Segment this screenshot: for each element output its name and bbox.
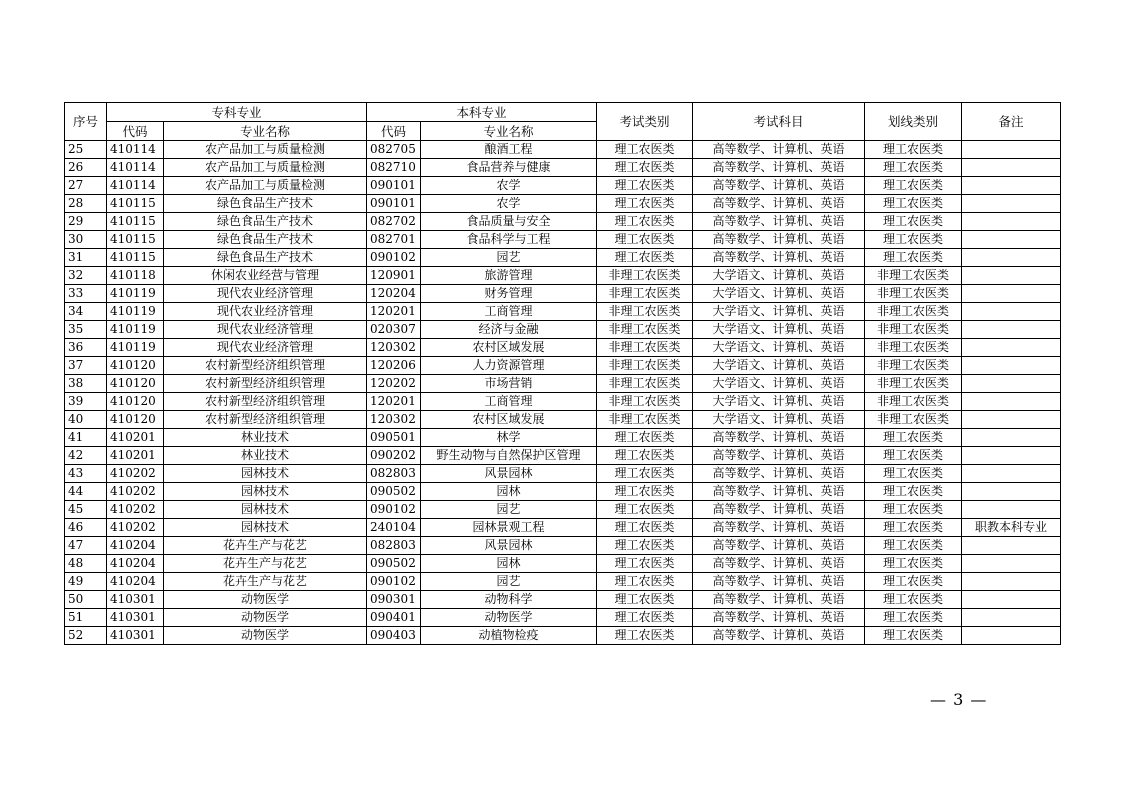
zhuanke-name-cell: 农村新型经济组织管理 xyxy=(164,393,367,411)
zhuanke-code-cell: 410118 xyxy=(107,267,164,285)
benke-code-cell: 090501 xyxy=(367,429,421,447)
exam-subjects-cell: 大学语文、计算机、英语 xyxy=(693,357,865,375)
zhuanke-name-cell: 动物医学 xyxy=(164,591,367,609)
page-number: — 3 — xyxy=(930,690,988,709)
benke-code-cell: 120202 xyxy=(367,375,421,393)
line-type-cell: 理工农医类 xyxy=(865,483,962,501)
exam-type-cell: 理工农医类 xyxy=(597,573,693,591)
note-cell xyxy=(962,357,1061,375)
zhuanke-code-cell: 410114 xyxy=(107,141,164,159)
zhuanke-code-cell: 410119 xyxy=(107,339,164,357)
zhuanke-name-cell: 现代农业经济管理 xyxy=(164,303,367,321)
note-cell xyxy=(962,393,1061,411)
note-cell xyxy=(962,303,1061,321)
exam-type-cell: 理工农医类 xyxy=(597,627,693,645)
zhuanke-code-cell: 410115 xyxy=(107,195,164,213)
line-type-cell: 理工农医类 xyxy=(865,627,962,645)
exam-subjects-cell: 高等数学、计算机、英语 xyxy=(693,627,865,645)
note-cell xyxy=(962,249,1061,267)
zhuanke-code-cell: 410204 xyxy=(107,573,164,591)
zhuanke-name-cell: 绿色食品生产技术 xyxy=(164,195,367,213)
zhuanke-name-cell: 农村新型经济组织管理 xyxy=(164,375,367,393)
note-cell xyxy=(962,231,1061,249)
seq-cell: 52 xyxy=(65,627,107,645)
table-row xyxy=(65,591,1061,609)
zhuanke-name-cell: 园林技术 xyxy=(164,501,367,519)
line-type-cell: 非理工农医类 xyxy=(865,267,962,285)
zhuanke-name-cell: 林业技术 xyxy=(164,447,367,465)
table-row xyxy=(65,537,1061,555)
benke-code-cell: 082702 xyxy=(367,213,421,231)
exam-subjects-cell: 高等数学、计算机、英语 xyxy=(693,141,865,159)
note-cell xyxy=(962,627,1061,645)
note-cell xyxy=(962,213,1061,231)
exam-subjects-cell: 大学语文、计算机、英语 xyxy=(693,411,865,429)
benke-name-cell: 财务管理 xyxy=(421,285,597,303)
seq-cell: 43 xyxy=(65,465,107,483)
exam-subjects-cell: 高等数学、计算机、英语 xyxy=(693,465,865,483)
zhuanke-name-cell: 绿色食品生产技术 xyxy=(164,231,367,249)
zhuanke-name-cell: 农村新型经济组织管理 xyxy=(164,411,367,429)
seq-cell: 40 xyxy=(65,411,107,429)
line-type-cell: 非理工农医类 xyxy=(865,321,962,339)
exam-type-cell: 非理工农医类 xyxy=(597,375,693,393)
zhuanke-code-cell: 410204 xyxy=(107,537,164,555)
exam-type-cell: 非理工农医类 xyxy=(597,339,693,357)
seq-cell: 25 xyxy=(65,141,107,159)
seq-cell: 32 xyxy=(65,267,107,285)
zhuanke-code-cell: 410202 xyxy=(107,483,164,501)
benke-code-cell: 082701 xyxy=(367,231,421,249)
line-type-cell: 理工农医类 xyxy=(865,465,962,483)
benke-name-cell: 农村区域发展 xyxy=(421,339,597,357)
table-row xyxy=(65,285,1061,303)
benke-name-cell: 酿酒工程 xyxy=(421,141,597,159)
zhuanke-code-cell: 410114 xyxy=(107,177,164,195)
benke-code-cell: 082710 xyxy=(367,159,421,177)
zhuanke-code-cell: 410202 xyxy=(107,465,164,483)
zhuanke-code-cell: 410301 xyxy=(107,627,164,645)
seq-cell: 46 xyxy=(65,519,107,537)
exam-subjects-cell: 大学语文、计算机、英语 xyxy=(693,267,865,285)
benke-name-cell: 野生动物与自然保护区管理 xyxy=(421,447,597,465)
note-cell xyxy=(962,591,1061,609)
table-row xyxy=(65,339,1061,357)
table-row xyxy=(65,321,1061,339)
zhuanke-name-cell: 动物医学 xyxy=(164,627,367,645)
table-row xyxy=(65,159,1061,177)
seq-cell: 39 xyxy=(65,393,107,411)
zhuanke-name-cell: 林业技术 xyxy=(164,429,367,447)
seq-cell: 31 xyxy=(65,249,107,267)
table-row xyxy=(65,213,1061,231)
zhuanke-code-cell: 410115 xyxy=(107,249,164,267)
benke-name-cell: 风景园林 xyxy=(421,537,597,555)
benke-code-cell: 120302 xyxy=(367,411,421,429)
exam-subjects-cell: 高等数学、计算机、英语 xyxy=(693,591,865,609)
note-cell xyxy=(962,159,1061,177)
header-line-type: 划线类别 xyxy=(865,103,962,141)
seq-cell: 49 xyxy=(65,573,107,591)
line-type-cell: 理工农医类 xyxy=(865,447,962,465)
zhuanke-code-cell: 410202 xyxy=(107,519,164,537)
zhuanke-code-cell: 410201 xyxy=(107,447,164,465)
zhuanke-code-cell: 410115 xyxy=(107,213,164,231)
note-cell xyxy=(962,339,1061,357)
seq-cell: 50 xyxy=(65,591,107,609)
exam-subjects-cell: 高等数学、计算机、英语 xyxy=(693,429,865,447)
line-type-cell: 理工农医类 xyxy=(865,429,962,447)
benke-code-cell: 090202 xyxy=(367,447,421,465)
benke-code-cell: 082803 xyxy=(367,537,421,555)
exam-subjects-cell: 高等数学、计算机、英语 xyxy=(693,501,865,519)
header-seq: 序号 xyxy=(65,103,107,141)
exam-subjects-cell: 高等数学、计算机、英语 xyxy=(693,159,865,177)
line-type-cell: 理工农医类 xyxy=(865,195,962,213)
benke-code-cell: 090101 xyxy=(367,195,421,213)
exam-subjects-cell: 高等数学、计算机、英语 xyxy=(693,447,865,465)
table-row xyxy=(65,375,1061,393)
exam-type-cell: 非理工农医类 xyxy=(597,357,693,375)
benke-code-cell: 090101 xyxy=(367,177,421,195)
exam-type-cell: 理工农医类 xyxy=(597,213,693,231)
exam-subjects-cell: 高等数学、计算机、英语 xyxy=(693,573,865,591)
zhuanke-name-cell: 现代农业经济管理 xyxy=(164,321,367,339)
seq-cell: 47 xyxy=(65,537,107,555)
seq-cell: 51 xyxy=(65,609,107,627)
zhuanke-code-cell: 410204 xyxy=(107,555,164,573)
seq-cell: 34 xyxy=(65,303,107,321)
line-type-cell: 理工农医类 xyxy=(865,249,962,267)
benke-name-cell: 人力资源管理 xyxy=(421,357,597,375)
line-type-cell: 非理工农医类 xyxy=(865,285,962,303)
line-type-cell: 非理工农医类 xyxy=(865,375,962,393)
exam-type-cell: 非理工农医类 xyxy=(597,321,693,339)
note-cell xyxy=(962,537,1061,555)
benke-code-cell: 020307 xyxy=(367,321,421,339)
header-zhuanke-group: 专科专业 xyxy=(107,103,367,122)
zhuanke-code-cell: 410115 xyxy=(107,231,164,249)
benke-code-cell: 082705 xyxy=(367,141,421,159)
benke-name-cell: 园艺 xyxy=(421,501,597,519)
exam-type-cell: 理工农医类 xyxy=(597,177,693,195)
table-body xyxy=(65,141,1061,645)
zhuanke-name-cell: 园林技术 xyxy=(164,519,367,537)
table-row xyxy=(65,483,1061,501)
benke-name-cell: 动物科学 xyxy=(421,591,597,609)
zhuanke-code-cell: 410120 xyxy=(107,411,164,429)
note-cell xyxy=(962,267,1061,285)
exam-subjects-cell: 大学语文、计算机、英语 xyxy=(693,285,865,303)
zhuanke-name-cell: 现代农业经济管理 xyxy=(164,339,367,357)
seq-cell: 33 xyxy=(65,285,107,303)
benke-code-cell: 120206 xyxy=(367,357,421,375)
note-cell xyxy=(962,501,1061,519)
note-cell xyxy=(962,447,1061,465)
note-cell xyxy=(962,285,1061,303)
note-cell xyxy=(962,573,1061,591)
table-row xyxy=(65,609,1061,627)
benke-code-cell: 090301 xyxy=(367,591,421,609)
exam-subjects-cell: 高等数学、计算机、英语 xyxy=(693,249,865,267)
zhuanke-code-cell: 410119 xyxy=(107,285,164,303)
exam-type-cell: 理工农医类 xyxy=(597,141,693,159)
table-row xyxy=(65,231,1061,249)
line-type-cell: 非理工农医类 xyxy=(865,357,962,375)
benke-code-cell: 120302 xyxy=(367,339,421,357)
zhuanke-code-cell: 410119 xyxy=(107,303,164,321)
table-row xyxy=(65,501,1061,519)
zhuanke-code-cell: 410301 xyxy=(107,591,164,609)
benke-code-cell: 090502 xyxy=(367,483,421,501)
benke-code-cell: 120201 xyxy=(367,303,421,321)
table-row xyxy=(65,411,1061,429)
benke-name-cell: 市场营销 xyxy=(421,375,597,393)
seq-cell: 37 xyxy=(65,357,107,375)
benke-name-cell: 农学 xyxy=(421,177,597,195)
exam-subjects-cell: 高等数学、计算机、英语 xyxy=(693,213,865,231)
zhuanke-name-cell: 农产品加工与质量检测 xyxy=(164,177,367,195)
header-exam-subjects: 考试科目 xyxy=(693,103,865,141)
zhuanke-name-cell: 动物医学 xyxy=(164,609,367,627)
line-type-cell: 非理工农医类 xyxy=(865,303,962,321)
exam-type-cell: 理工农医类 xyxy=(597,555,693,573)
benke-name-cell: 园艺 xyxy=(421,573,597,591)
seq-cell: 30 xyxy=(65,231,107,249)
exam-subjects-cell: 大学语文、计算机、英语 xyxy=(693,393,865,411)
exam-subjects-cell: 高等数学、计算机、英语 xyxy=(693,609,865,627)
exam-type-cell: 理工农医类 xyxy=(597,447,693,465)
line-type-cell: 理工农医类 xyxy=(865,609,962,627)
benke-name-cell: 旅游管理 xyxy=(421,267,597,285)
seq-cell: 28 xyxy=(65,195,107,213)
header-zk-name: 专业名称 xyxy=(164,122,367,141)
exam-type-cell: 理工农医类 xyxy=(597,537,693,555)
exam-subjects-cell: 高等数学、计算机、英语 xyxy=(693,519,865,537)
line-type-cell: 非理工农医类 xyxy=(865,339,962,357)
table-row xyxy=(65,303,1061,321)
zhuanke-name-cell: 农村新型经济组织管理 xyxy=(164,357,367,375)
zhuanke-name-cell: 花卉生产与花艺 xyxy=(164,573,367,591)
benke-name-cell: 食品营养与健康 xyxy=(421,159,597,177)
exam-subjects-cell: 高等数学、计算机、英语 xyxy=(693,537,865,555)
exam-type-cell: 理工农医类 xyxy=(597,501,693,519)
exam-type-cell: 非理工农医类 xyxy=(597,267,693,285)
note-cell xyxy=(962,195,1061,213)
exam-subjects-cell: 高等数学、计算机、英语 xyxy=(693,483,865,501)
line-type-cell: 理工农医类 xyxy=(865,501,962,519)
exam-type-cell: 非理工农医类 xyxy=(597,303,693,321)
benke-code-cell: 082803 xyxy=(367,465,421,483)
header-note: 备注 xyxy=(962,103,1061,141)
exam-subjects-cell: 高等数学、计算机、英语 xyxy=(693,555,865,573)
benke-name-cell: 工商管理 xyxy=(421,303,597,321)
benke-name-cell: 园林 xyxy=(421,483,597,501)
table-row xyxy=(65,393,1061,411)
zhuanke-code-cell: 410120 xyxy=(107,357,164,375)
zhuanke-code-cell: 410202 xyxy=(107,501,164,519)
major-table xyxy=(64,102,1061,645)
seq-cell: 41 xyxy=(65,429,107,447)
line-type-cell: 非理工农医类 xyxy=(865,393,962,411)
header-bk-code: 代码 xyxy=(367,122,421,141)
exam-type-cell: 非理工农医类 xyxy=(597,393,693,411)
seq-cell: 48 xyxy=(65,555,107,573)
exam-subjects-cell: 大学语文、计算机、英语 xyxy=(693,303,865,321)
exam-type-cell: 理工农医类 xyxy=(597,591,693,609)
table-row xyxy=(65,573,1061,591)
benke-name-cell: 园林 xyxy=(421,555,597,573)
table-row xyxy=(65,447,1061,465)
table-row xyxy=(65,429,1061,447)
zhuanke-name-cell: 休闲农业经营与管理 xyxy=(164,267,367,285)
line-type-cell: 理工农医类 xyxy=(865,555,962,573)
line-type-cell: 理工农医类 xyxy=(865,573,962,591)
zhuanke-name-cell: 绿色食品生产技术 xyxy=(164,213,367,231)
zhuanke-code-cell: 410119 xyxy=(107,321,164,339)
zhuanke-name-cell: 农产品加工与质量检测 xyxy=(164,141,367,159)
header-bk-name: 专业名称 xyxy=(421,122,597,141)
line-type-cell: 理工农医类 xyxy=(865,231,962,249)
benke-name-cell: 风景园林 xyxy=(421,465,597,483)
exam-type-cell: 理工农医类 xyxy=(597,519,693,537)
benke-name-cell: 经济与金融 xyxy=(421,321,597,339)
table-row xyxy=(65,357,1061,375)
seq-cell: 26 xyxy=(65,159,107,177)
benke-code-cell: 120204 xyxy=(367,285,421,303)
benke-code-cell: 090401 xyxy=(367,609,421,627)
seq-cell: 45 xyxy=(65,501,107,519)
benke-code-cell: 090502 xyxy=(367,555,421,573)
seq-cell: 36 xyxy=(65,339,107,357)
line-type-cell: 理工农医类 xyxy=(865,159,962,177)
table-row xyxy=(65,519,1061,537)
table-row xyxy=(65,267,1061,285)
zhuanke-name-cell: 园林技术 xyxy=(164,465,367,483)
exam-subjects-cell: 大学语文、计算机、英语 xyxy=(693,339,865,357)
line-type-cell: 非理工农医类 xyxy=(865,411,962,429)
zhuanke-name-cell: 现代农业经济管理 xyxy=(164,285,367,303)
exam-subjects-cell: 高等数学、计算机、英语 xyxy=(693,177,865,195)
seq-cell: 44 xyxy=(65,483,107,501)
note-cell xyxy=(962,465,1061,483)
exam-type-cell: 理工农医类 xyxy=(597,159,693,177)
exam-type-cell: 理工农医类 xyxy=(597,465,693,483)
table-row xyxy=(65,249,1061,267)
seq-cell: 27 xyxy=(65,177,107,195)
note-cell xyxy=(962,321,1061,339)
table-row xyxy=(65,555,1061,573)
exam-subjects-cell: 高等数学、计算机、英语 xyxy=(693,195,865,213)
exam-type-cell: 理工农医类 xyxy=(597,195,693,213)
line-type-cell: 理工农医类 xyxy=(865,213,962,231)
table-row xyxy=(65,195,1061,213)
note-cell xyxy=(962,483,1061,501)
line-type-cell: 理工农医类 xyxy=(865,537,962,555)
benke-name-cell: 农村区域发展 xyxy=(421,411,597,429)
zhuanke-name-cell: 农产品加工与质量检测 xyxy=(164,159,367,177)
line-type-cell: 理工农医类 xyxy=(865,141,962,159)
seq-cell: 35 xyxy=(65,321,107,339)
benke-name-cell: 园林景观工程 xyxy=(421,519,597,537)
benke-code-cell: 120901 xyxy=(367,267,421,285)
zhuanke-name-cell: 绿色食品生产技术 xyxy=(164,249,367,267)
table-row xyxy=(65,465,1061,483)
benke-name-cell: 农学 xyxy=(421,195,597,213)
exam-type-cell: 理工农医类 xyxy=(597,231,693,249)
exam-type-cell: 理工农医类 xyxy=(597,609,693,627)
table-row xyxy=(65,627,1061,645)
seq-cell: 42 xyxy=(65,447,107,465)
header-row-top xyxy=(65,103,1061,122)
exam-type-cell: 理工农医类 xyxy=(597,483,693,501)
benke-code-cell: 090102 xyxy=(367,249,421,267)
benke-name-cell: 食品科学与工程 xyxy=(421,231,597,249)
exam-type-cell: 理工农医类 xyxy=(597,249,693,267)
note-cell xyxy=(962,177,1061,195)
table-row xyxy=(65,177,1061,195)
benke-name-cell: 食品质量与安全 xyxy=(421,213,597,231)
exam-subjects-cell: 高等数学、计算机、英语 xyxy=(693,231,865,249)
exam-subjects-cell: 大学语文、计算机、英语 xyxy=(693,375,865,393)
header-benke-group: 本科专业 xyxy=(367,103,597,122)
header-exam-type: 考试类别 xyxy=(597,103,693,141)
benke-code-cell: 090102 xyxy=(367,573,421,591)
note-cell xyxy=(962,141,1061,159)
note-cell xyxy=(962,555,1061,573)
note-cell xyxy=(962,375,1061,393)
benke-name-cell: 园艺 xyxy=(421,249,597,267)
zhuanke-name-cell: 园林技术 xyxy=(164,483,367,501)
benke-name-cell: 林学 xyxy=(421,429,597,447)
line-type-cell: 理工农医类 xyxy=(865,177,962,195)
note-cell xyxy=(962,429,1061,447)
zhuanke-code-cell: 410201 xyxy=(107,429,164,447)
benke-name-cell: 动物医学 xyxy=(421,609,597,627)
zhuanke-code-cell: 410120 xyxy=(107,393,164,411)
benke-name-cell: 动植物检疫 xyxy=(421,627,597,645)
exam-type-cell: 非理工农医类 xyxy=(597,411,693,429)
note-cell xyxy=(962,411,1061,429)
exam-type-cell: 非理工农医类 xyxy=(597,285,693,303)
header-zk-code: 代码 xyxy=(107,122,164,141)
benke-name-cell: 工商管理 xyxy=(421,393,597,411)
seq-cell: 29 xyxy=(65,213,107,231)
benke-code-cell: 090102 xyxy=(367,501,421,519)
zhuanke-code-cell: 410120 xyxy=(107,375,164,393)
exam-type-cell: 理工农医类 xyxy=(597,429,693,447)
note-cell: 职教本科专业 xyxy=(962,519,1061,537)
seq-cell: 38 xyxy=(65,375,107,393)
line-type-cell: 理工农医类 xyxy=(865,591,962,609)
zhuanke-name-cell: 花卉生产与花艺 xyxy=(164,555,367,573)
note-cell xyxy=(962,609,1061,627)
zhuanke-code-cell: 410301 xyxy=(107,609,164,627)
zhuanke-code-cell: 410114 xyxy=(107,159,164,177)
exam-subjects-cell: 大学语文、计算机、英语 xyxy=(693,321,865,339)
benke-code-cell: 090403 xyxy=(367,627,421,645)
line-type-cell: 理工农医类 xyxy=(865,519,962,537)
benke-code-cell: 120201 xyxy=(367,393,421,411)
benke-code-cell: 240104 xyxy=(367,519,421,537)
table-row xyxy=(65,141,1061,159)
zhuanke-name-cell: 花卉生产与花艺 xyxy=(164,537,367,555)
